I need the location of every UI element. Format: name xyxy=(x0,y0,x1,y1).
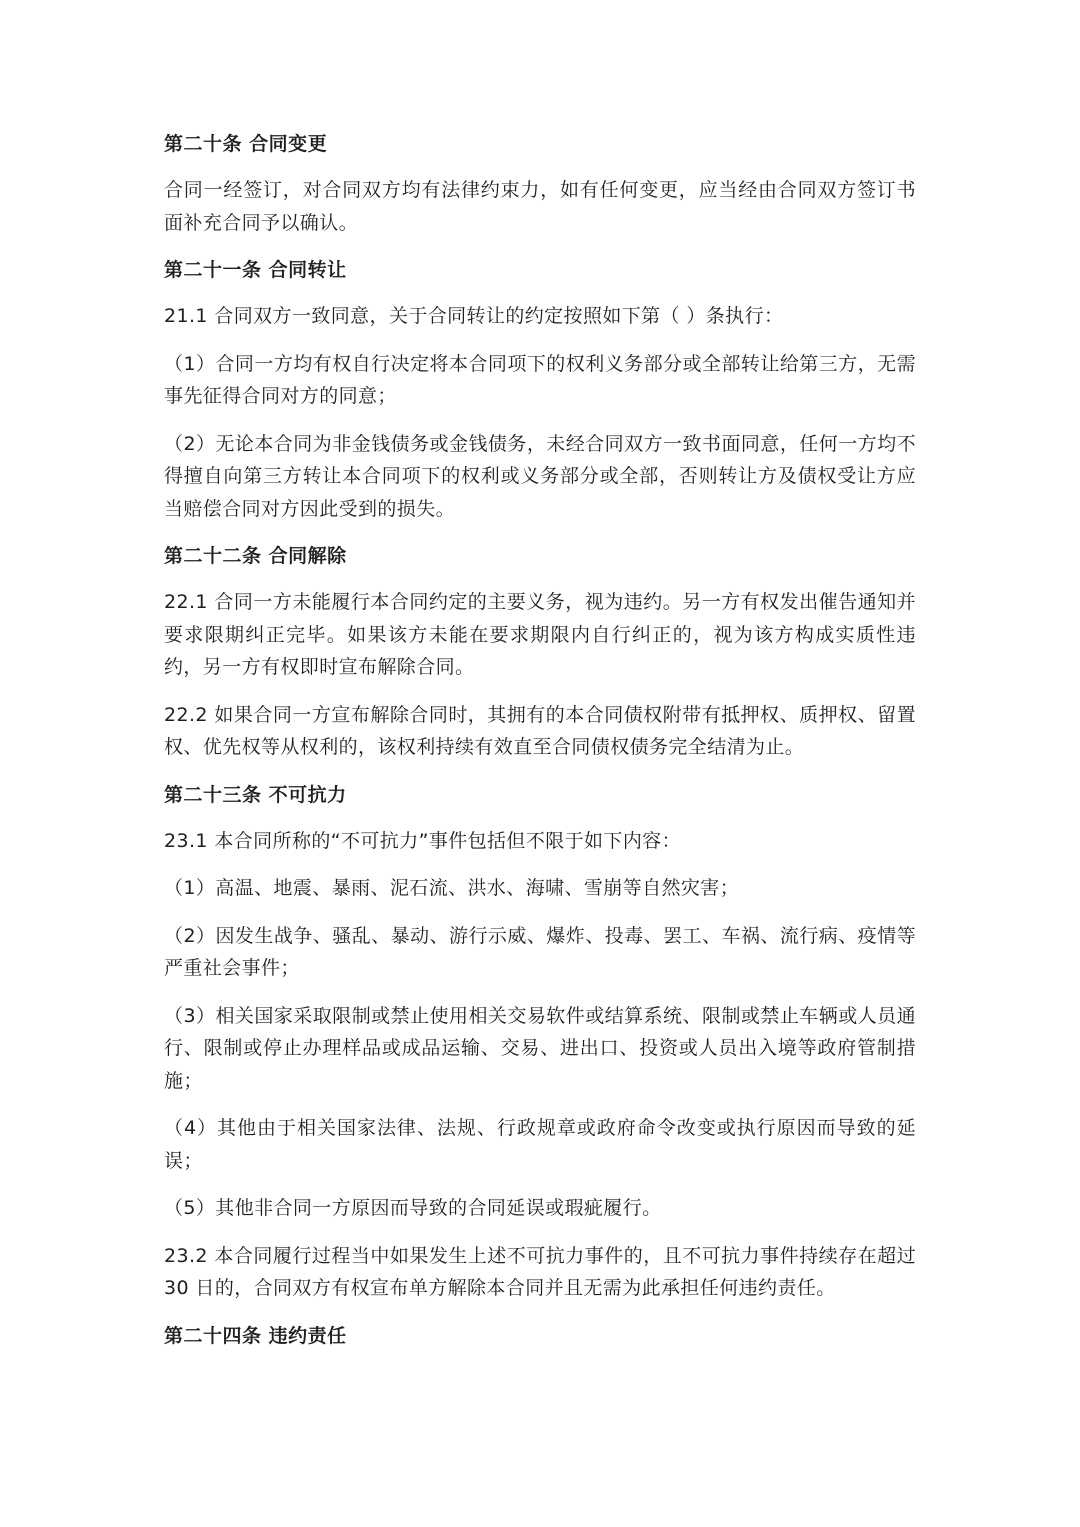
section-heading-22: 第二十二条 合同解除 xyxy=(164,545,347,567)
section-heading-23: 第二十三条 不可抗力 xyxy=(164,783,347,806)
paragraph: （4）其他由于相关国家法律、法规、行政规章或政府命令改变或执行原因而导致的延误； xyxy=(164,1117,916,1172)
document-body xyxy=(164,128,916,1366)
paragraph: （1）高温、地震、暴雨、泥石流、洪水、海啸、雪崩等自然灾害； xyxy=(164,877,740,899)
paragraph: 合同一经签订，对合同双方均有法律约束力，如有任何变更，应当经由合同双方签订书面补充合同予以确认。 xyxy=(164,179,916,234)
paragraph: 23.2 本合同履行过程当中如果发生上述不可抗力事件的，且不可抗力事件持续存在超过 30 日的，合同双方有权宣布单方解除本合同并且无需为此承担任何违约责任。 xyxy=(164,1244,916,1299)
paragraph: 21.1 合同双方一致同意，关于合同转让的约定按照如下第（ ）条执行： xyxy=(164,305,784,327)
paragraph: 23.1 本合同所称的“不可抗力”事件包括但不限于如下内容： xyxy=(164,829,682,852)
paragraph: （2）无论本合同为非金钱债务或金钱债务，未经合同双方一致书面同意，任何一方均不得擅自向第三方转让本合同项下的权利或义务部分或全部，否则转让方及债权受让方应当赔偿合同对方因此受到的损失。 xyxy=(164,432,916,520)
paragraph: （1）合同一方均有权自行决定将本合同项下的权利义务部分或全部转让给第三方，无需事先征得合同对方的同意； xyxy=(164,352,916,407)
paragraph: 22.1 合同一方未能履行本合同约定的主要义务，视为违约。另一方有权发出催告通知并要求限期纠正完毕。如果该方未能在要求期限内自行纠正的，视为该方构成实质性违约，另一方有权即时宣布解除合同。 xyxy=(164,591,916,678)
section-heading-21: 第二十一条 合同转让 xyxy=(164,259,347,281)
paragraph: 22.2 如果合同一方宣布解除合同时，其拥有的本合同债权附带有抵押权、质押权、留置权、优先权等从权利的，该权利持续有效直至合同债权债务完全结清为止。 xyxy=(164,703,916,758)
section-heading-20: 第二十条 合同变更 xyxy=(164,133,328,155)
section-heading-24: 第二十四条 违约责任 xyxy=(164,1324,347,1347)
paragraph: （5）其他非合同一方原因而导致的合同延误或瑕疵履行。 xyxy=(164,1197,662,1219)
paragraph: （3）相关国家采取限制或禁止使用相关交易软件或结算系统、限制或禁止车辆或人员通行、限制或停止办理样品或成品运输、交易、进出口、投资或人员出入境等政府管制措施； xyxy=(164,1004,916,1092)
paragraph: （2）因发生战争、骚乱、暴动、游行示威、爆炸、投毒、罢工、车祸、流行病、疫情等严重社会事件； xyxy=(164,924,916,979)
